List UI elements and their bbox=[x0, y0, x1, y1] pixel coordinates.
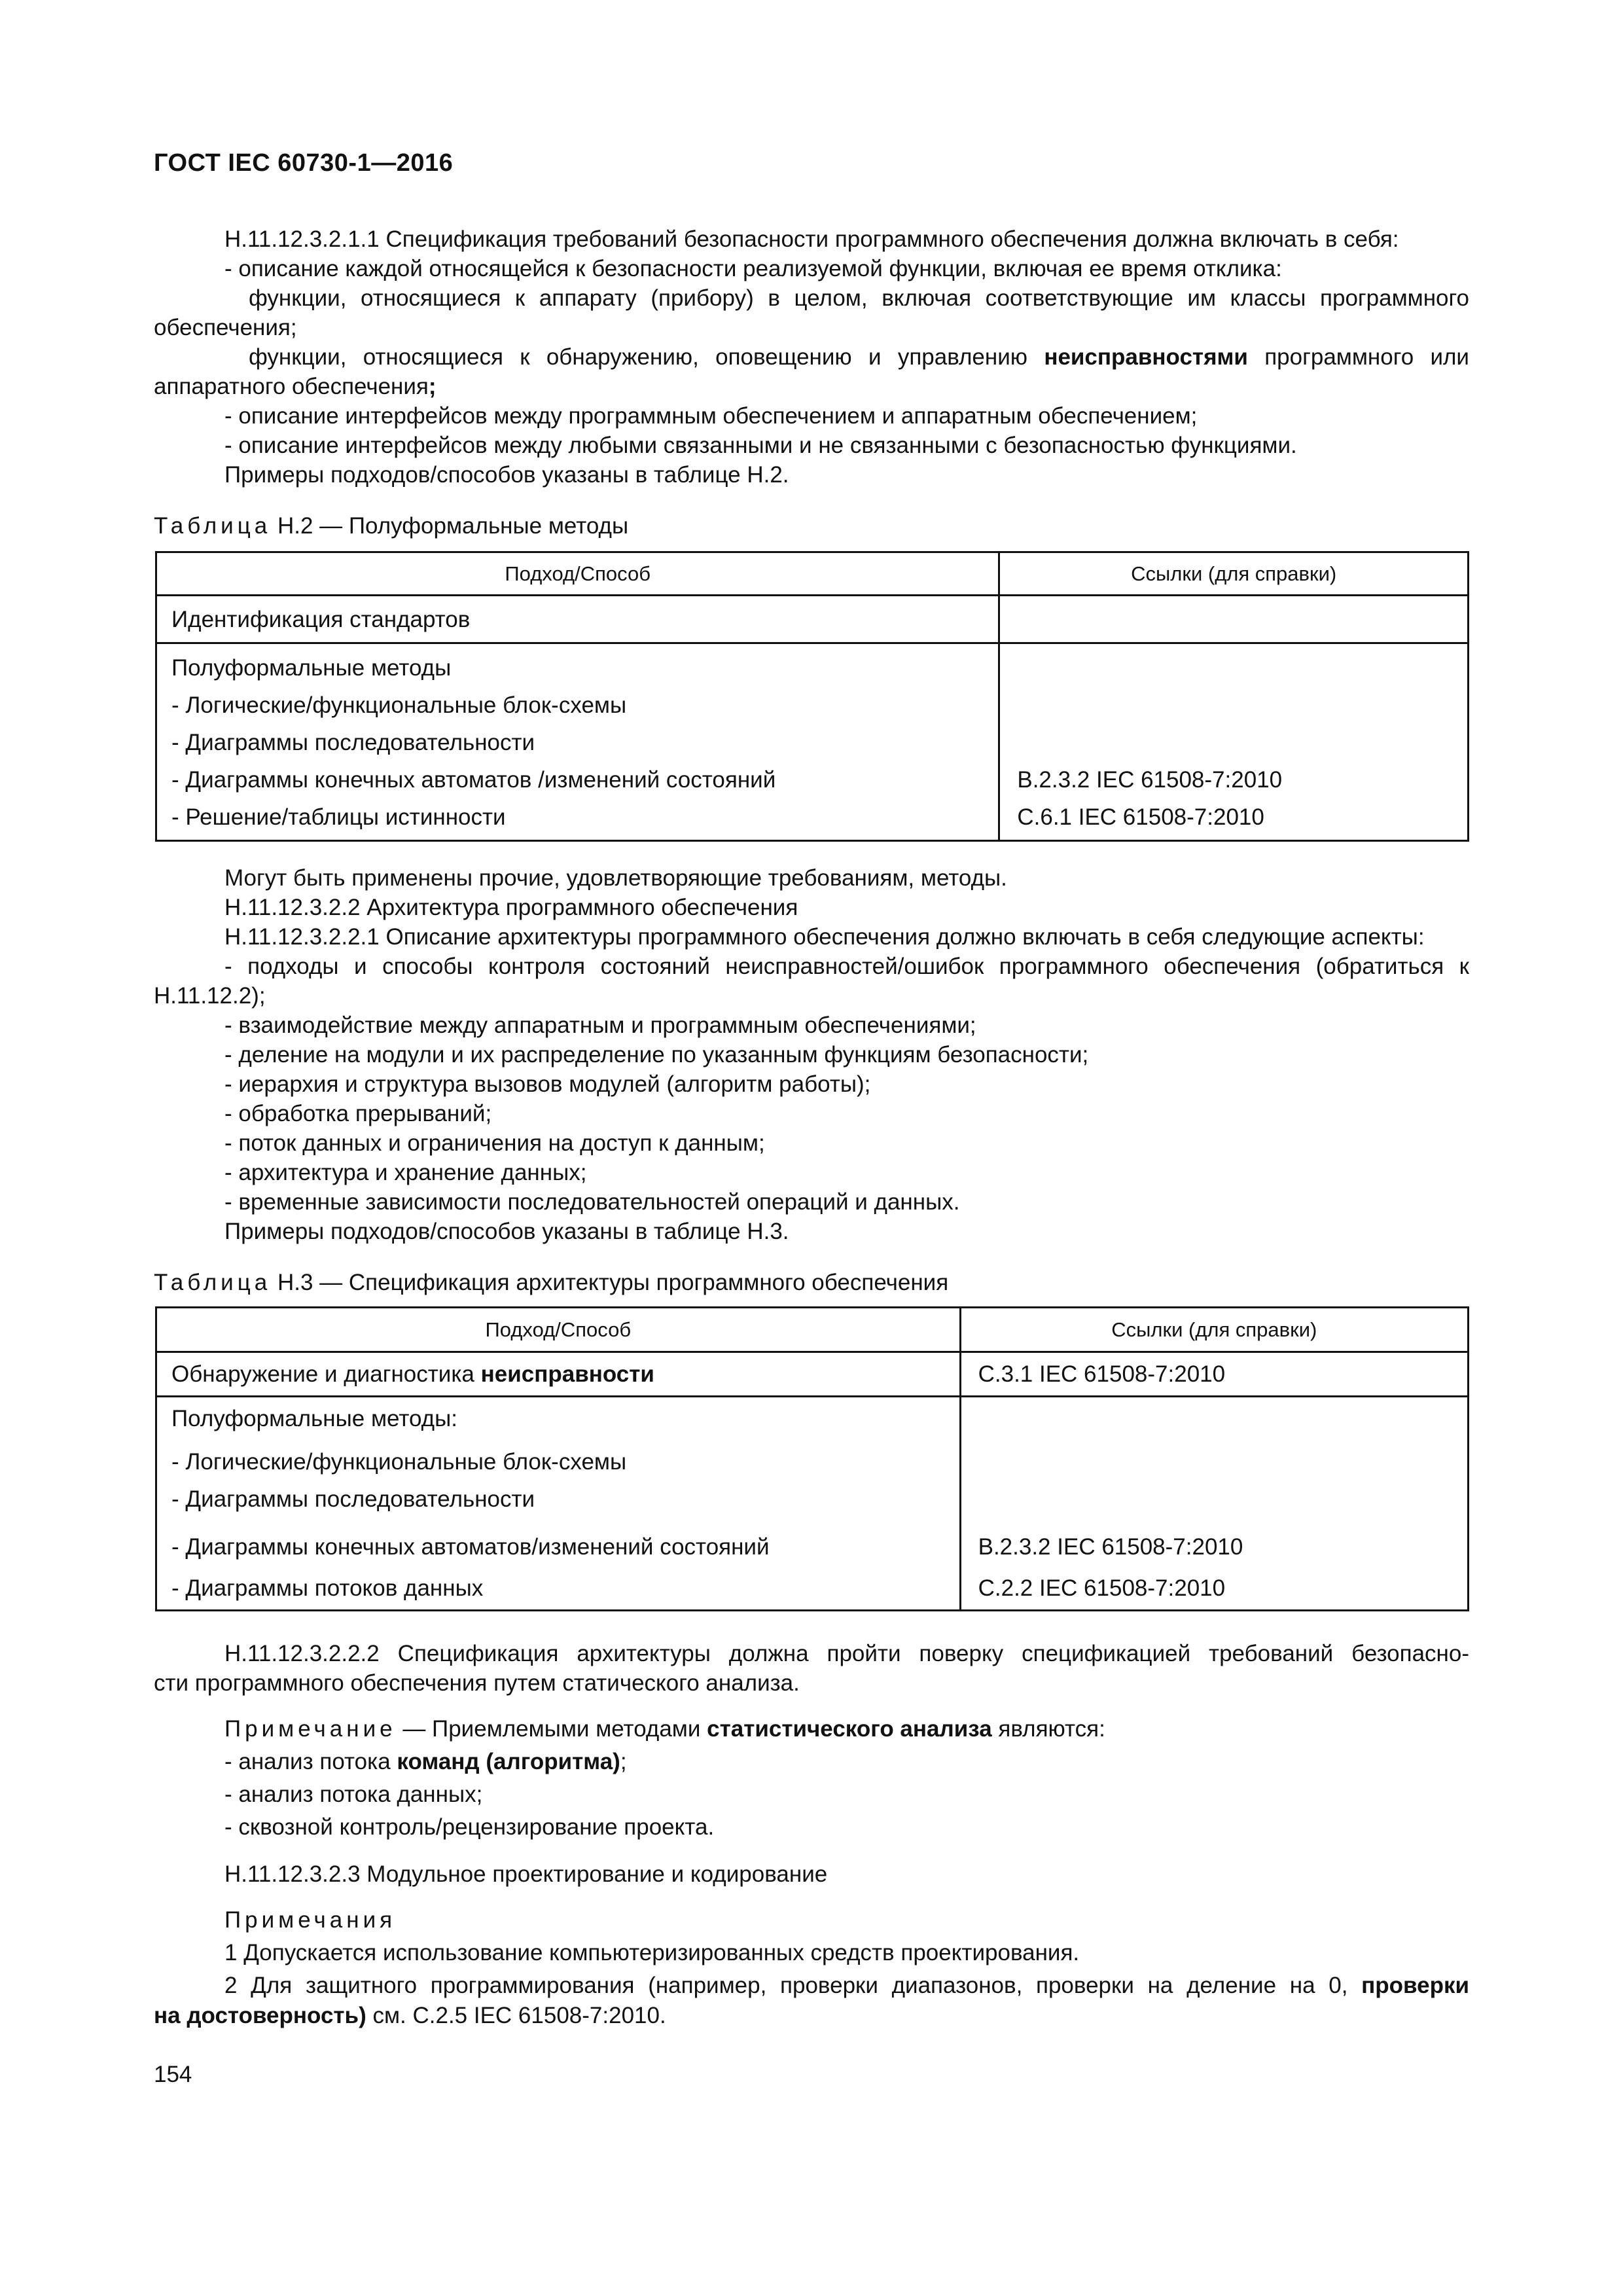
document-header: ГОСТ IEC 60730-1—2016 bbox=[154, 149, 454, 177]
note-item: 1 Допускается использование компьютеризированных средств проектирования. bbox=[224, 1940, 1080, 1965]
bullet-item: - взаимодействие между аппаратным и программным обеспечениями; bbox=[224, 1013, 976, 1038]
paragraph: Н.11.12.3.2.2.1 Описание архитектуры программного обеспечения должно включать в себя следующие аспекты: bbox=[224, 924, 1425, 950]
table-cell: Полуформальные методы - Логические/функциональные блок-схемы - Диаграммы последовательности - Диаграммы конечных автоматов /изменений состояний - Решение/таблицы истинности bbox=[156, 643, 999, 841]
note-item-continuation: на достоверность) см. C.2.5 IEC 61508-7:2010. bbox=[154, 2003, 666, 2028]
page-number: 154 bbox=[154, 2062, 192, 2087]
note: Примечание — Приемлемыми методами статистического анализа являются: bbox=[224, 1716, 1105, 1742]
paragraph-continuation: Н.11.12.2); bbox=[154, 983, 266, 1009]
column-header: Подход/Способ bbox=[156, 552, 999, 596]
bullet-item: - временные зависимости последовательностей операций и данных. bbox=[224, 1189, 960, 1215]
column-header: Ссылки (для справки) bbox=[999, 552, 1469, 596]
table-caption: Таблица Н.3 — Спецификация архитектуры программного обеспечения bbox=[154, 1270, 949, 1295]
bullet-item: - поток данных и ограничения на доступ к данным; bbox=[224, 1130, 765, 1156]
subsection-heading: Н.11.12.3.2.3 Модульное проектирование и кодирование bbox=[224, 1861, 828, 1887]
note-bullet: - сквозной контроль/рецензирование проекта. bbox=[224, 1814, 715, 1840]
table-cell: Обнаружение и диагностика неисправности bbox=[156, 1352, 961, 1397]
subsection-heading: Н.11.12.3.2.2 Архитектура программного обеспечения bbox=[224, 895, 798, 920]
table-cell bbox=[999, 596, 1469, 643]
bullet-item: - описание интерфейсов между программным обеспечением и аппаратным обеспечением; bbox=[224, 403, 1198, 429]
note-bullet: - анализ потока команд (алгоритма); bbox=[224, 1749, 627, 1774]
bullet-item: - деление на модули и их распределение по указанным функциям безопасности; bbox=[224, 1042, 1089, 1067]
bullet-item: - описание каждой относящейся к безопасности реализуемой функции, включая ее время отклика: bbox=[224, 256, 1282, 281]
table-cell: B.2.3.2 IEC 61508-7:2010 C.2.2 IEC 61508-7:2010 bbox=[960, 1397, 1468, 1611]
paragraph: функции, относящиеся к аппарату (прибору) в целом, включая соответствующие им классы программного bbox=[249, 285, 1469, 311]
paragraph-continuation: обеспечения; bbox=[154, 315, 297, 340]
table-cell: Идентификация стандартов bbox=[156, 596, 999, 643]
paragraph: Н.11.12.3.2.1.1 Спецификация требований безопасности программного обеспечения должна включать в себя: bbox=[224, 226, 1399, 252]
paragraph: Примеры подходов/способов указаны в таблице Н.2. bbox=[224, 462, 789, 488]
bullet-item: - архитектура и хранение данных; bbox=[224, 1160, 587, 1185]
paragraph: Могут быть применены прочие, удовлетворяющие требованиям, методы. bbox=[224, 865, 1007, 891]
paragraph-continuation: аппаратного обеспечения; bbox=[154, 374, 437, 399]
notes-heading: Примечания bbox=[224, 1907, 397, 1933]
note-item: 2 Для защитного программирования (например, проверки диапазонов, проверки на деление на 0, проверки bbox=[224, 1973, 1469, 1998]
bullet-item: - обработка прерываний; bbox=[224, 1101, 492, 1126]
table-caption: Таблица Н.2 — Полуформальные методы bbox=[154, 513, 629, 539]
table-h2 bbox=[155, 551, 1469, 842]
paragraph-continuation: сти программного обеспечения путем статического анализа. bbox=[154, 1670, 800, 1696]
paragraph: Примеры подходов/способов указаны в таблице Н.3. bbox=[224, 1219, 789, 1244]
table-cell: B.2.3.2 IEC 61508-7:2010 C.6.1 IEC 61508-7:2010 bbox=[999, 643, 1469, 841]
paragraph: функции, относящиеся к обнаружению, оповещению и управлению неисправностями программного или bbox=[249, 344, 1469, 370]
paragraph: Н.11.12.3.2.2.2 Спецификация архитектуры должна пройти поверку спецификацией требований безопасно- bbox=[224, 1641, 1469, 1666]
column-header: Ссылки (для справки) bbox=[960, 1308, 1468, 1352]
column-header: Подход/Способ bbox=[156, 1308, 961, 1352]
bullet-item: - описание интерфейсов между любыми связанными и не связанными с безопасностью функциями. bbox=[224, 433, 1297, 458]
table-cell: C.3.1 IEC 61508-7:2010 bbox=[960, 1352, 1468, 1397]
table-h3 bbox=[155, 1306, 1469, 1611]
note-bullet: - анализ потока данных; bbox=[224, 1782, 483, 1807]
bullet-item: - подходы и способы контроля состояний неисправностей/ошибок программного обеспечения (обратиться к bbox=[224, 954, 1469, 979]
table-cell: Полуформальные методы: - Логические/функциональные блок-схемы - Диаграммы последовательности - Диаграммы конечных автоматов/изменений состояний - Диаграммы потоков данных bbox=[156, 1397, 961, 1611]
bullet-item: - иерархия и структура вызовов модулей (алгоритм работы); bbox=[224, 1071, 871, 1097]
